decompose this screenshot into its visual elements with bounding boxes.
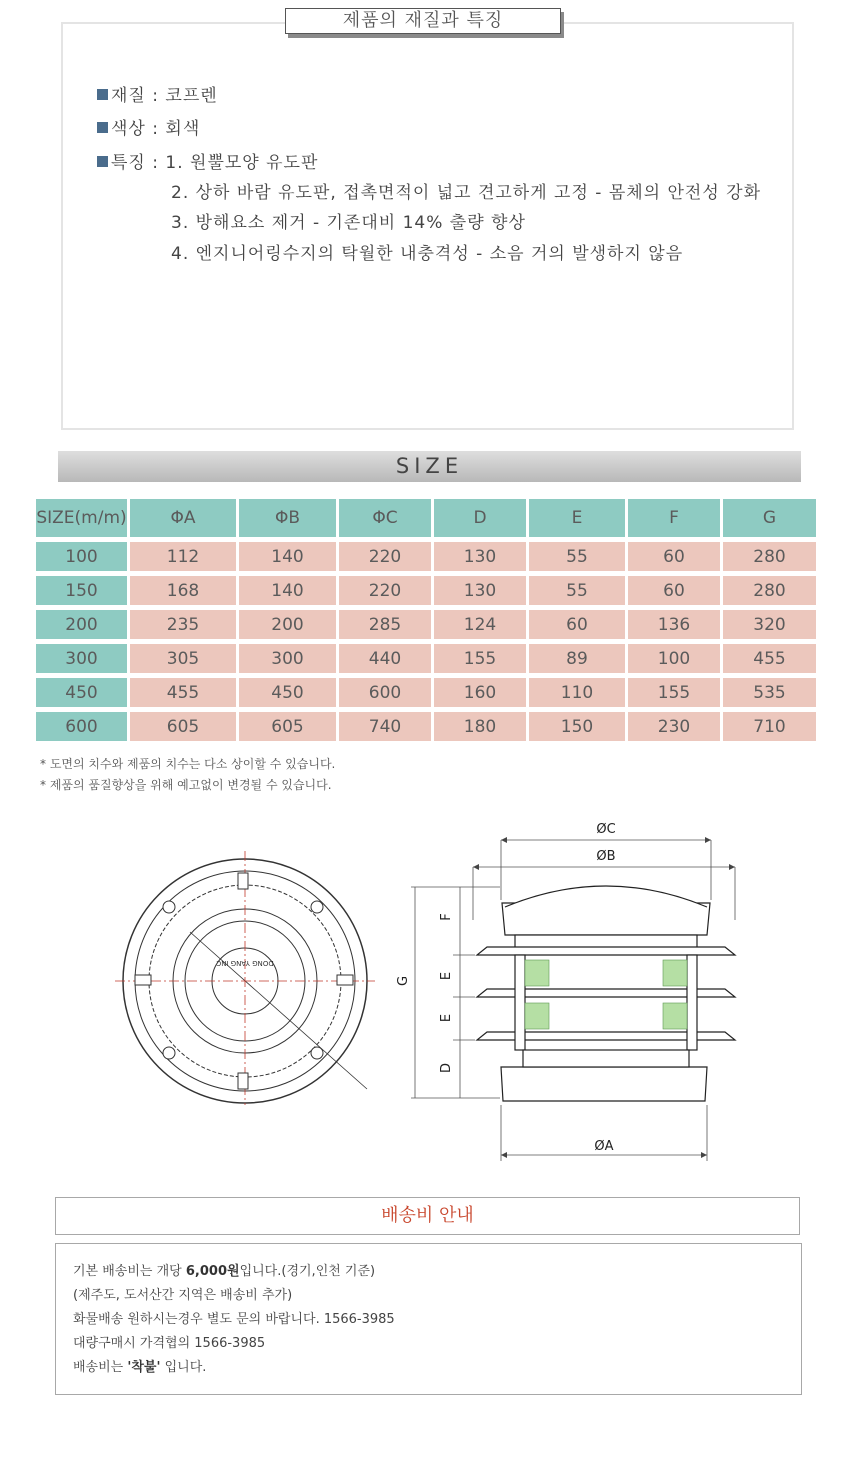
dim-g-label: G [396, 975, 411, 987]
color-separator: : [152, 119, 159, 139]
dimension-cell: 710 [723, 712, 816, 741]
header-size: SIZE(m/m) [36, 499, 127, 537]
dim-c-label: ØC [596, 822, 616, 837]
color-value: 회색 [165, 119, 201, 139]
bullet-square-icon [97, 156, 108, 167]
size-cell: 450 [36, 678, 127, 707]
dimension-cell: 600 [339, 678, 431, 707]
header-phi-c: ΦC [339, 499, 431, 537]
leader-line [190, 932, 367, 1089]
material-row [97, 81, 218, 106]
size-cell: 600 [36, 712, 127, 741]
cap-brim [502, 903, 710, 935]
table-header-row [36, 499, 816, 537]
shipping-line-1-post: 입니다.(경기,인천 기준) [239, 1264, 376, 1279]
dome-cap [505, 886, 707, 907]
header-e: E [529, 499, 625, 537]
base-cylinder [501, 1067, 707, 1101]
dimension-cell: 140 [239, 542, 336, 571]
dimension-cell: 220 [339, 576, 431, 605]
dim-b-label: ØB [596, 849, 616, 864]
size-table [33, 494, 819, 746]
dimension-cell: 230 [628, 712, 720, 741]
dimension-cell: 140 [239, 576, 336, 605]
bolt-icon [163, 901, 175, 913]
blade-1 [477, 947, 735, 955]
shipping-line-5-post: 입니다. [160, 1360, 207, 1375]
dim-e2-label: E [439, 1013, 454, 1023]
dimension-cell: 305 [130, 644, 236, 673]
bolt-icon [163, 1047, 175, 1059]
top-view-drawing [110, 805, 390, 1105]
material-separator: : [152, 86, 159, 106]
size-cell: 150 [36, 576, 127, 605]
top-view-label: DONG YANG INC [216, 959, 274, 967]
dimension-cell: 280 [723, 576, 816, 605]
note-2: * 제품의 품질향상을 위해 예고없이 변경될 수 있습니다. [40, 778, 332, 792]
dimension-cell: 740 [339, 712, 431, 741]
material-value: 코프렌 [165, 86, 218, 106]
dimension-cell: 320 [723, 610, 816, 639]
feature-item-2: 2. 상하 바람 유도판, 접촉면적이 넓고 견고하게 고정 - 몸체의 안전성 강화 [171, 183, 762, 203]
dimension-cell: 440 [339, 644, 431, 673]
bolt-icon [311, 1047, 323, 1059]
dimension-cell: 280 [723, 542, 816, 571]
dimension-cell: 136 [628, 610, 720, 639]
header-phi-a: ΦA [130, 499, 236, 537]
table-row [36, 678, 816, 707]
header-phi-b: ΦB [239, 499, 336, 537]
dimension-cell: 110 [529, 678, 625, 707]
bolt-icon [311, 901, 323, 913]
table-row [36, 644, 816, 673]
mount-tab-left [135, 975, 151, 985]
bullet-square-icon [97, 89, 108, 100]
table-row [36, 610, 816, 639]
mesh-right-lower [663, 1003, 687, 1029]
base-neck [523, 1050, 689, 1067]
dimension-cell: 60 [529, 610, 625, 639]
shipping-line-5-pre: 배송비는 [73, 1360, 128, 1375]
dimension-cell: 455 [130, 678, 236, 707]
dimension-cell: 60 [628, 576, 720, 605]
dimension-cell: 155 [628, 678, 720, 707]
header-d: D [434, 499, 526, 537]
post-left [515, 955, 525, 1050]
dim-d-label: D [439, 1062, 454, 1074]
table-row [36, 712, 816, 741]
table-row [36, 576, 816, 605]
mesh-right-upper [663, 960, 687, 986]
size-cell: 200 [36, 610, 127, 639]
shipping-title: 배송비 안내 [55, 1197, 800, 1235]
dimension-cell: 605 [239, 712, 336, 741]
header-g: G [723, 499, 816, 537]
dimension-cell: 60 [628, 542, 720, 571]
bullet-square-icon [97, 122, 108, 133]
shipping-line-2: (제주도, 도서산간 지역은 배송비 추가) [73, 1288, 293, 1303]
header-f: F [628, 499, 720, 537]
dimension-cell: 450 [239, 678, 336, 707]
feature-item-4: 4. 엔지니어링수지의 탁월한 내충격성 - 소음 거의 발생하지 않음 [171, 244, 684, 264]
mount-tab-right [337, 975, 353, 985]
post-right [687, 955, 697, 1050]
dimension-cell: 220 [339, 542, 431, 571]
feature-row [97, 148, 318, 173]
feature-item-3: 3. 방해요소 제거 - 기존대비 14% 출량 향상 [171, 213, 526, 233]
dimension-cell: 160 [434, 678, 526, 707]
dimension-cell: 150 [529, 712, 625, 741]
dim-e1-label: E [439, 971, 454, 981]
dimension-cell: 168 [130, 576, 236, 605]
size-cell: 300 [36, 644, 127, 673]
mount-tab-top [238, 873, 248, 889]
dimension-cell: 130 [434, 576, 526, 605]
dimension-cell: 180 [434, 712, 526, 741]
shipping-line-1-pre: 기본 배송비는 개당 [73, 1264, 186, 1279]
mesh-left-lower [525, 1003, 549, 1029]
dimension-cell: 285 [339, 610, 431, 639]
side-view-drawing [395, 805, 765, 1165]
dimension-cell: 300 [239, 644, 336, 673]
feature-label: 특징 [111, 153, 146, 173]
shipping-line-4: 대량구매시 가격협의 1566-3985 [73, 1336, 266, 1351]
size-cell: 100 [36, 542, 127, 571]
shipping-cod: '착불' [127, 1360, 161, 1375]
shipping-fee: 6,000원 [185, 1264, 240, 1279]
dimension-cell: 55 [529, 542, 625, 571]
dimension-cell: 100 [628, 644, 720, 673]
dimension-cell: 535 [723, 678, 816, 707]
dimension-cell: 124 [434, 610, 526, 639]
shipping-info-box [55, 1243, 802, 1395]
color-row [97, 114, 200, 139]
dimension-cell: 89 [529, 644, 625, 673]
dimension-cell: 55 [529, 576, 625, 605]
size-bar: SIZE [58, 451, 801, 482]
shipping-line-1 [73, 1262, 801, 1286]
feature-item-1: 1. 원뿔모양 유도판 [165, 153, 319, 173]
mount-tab-bottom [238, 1073, 248, 1089]
dimension-cell: 155 [434, 644, 526, 673]
dimension-cell: 112 [130, 542, 236, 571]
material-label: 재질 [111, 86, 146, 106]
note-1: * 도면의 치수와 제품의 치수는 다소 상이할 수 있습니다. [40, 757, 336, 771]
dimension-cell: 605 [130, 712, 236, 741]
dimension-cell: 455 [723, 644, 816, 673]
feature-separator: : [152, 153, 159, 173]
shipping-line-5 [73, 1358, 801, 1382]
features-title: 제품의 재질과 특징 [285, 8, 561, 34]
table-row [36, 542, 816, 571]
dimension-cell: 200 [239, 610, 336, 639]
dim-f-label: F [439, 913, 454, 921]
dim-a-label: ØA [594, 1139, 614, 1154]
color-label: 색상 [111, 119, 146, 139]
dimension-cell: 235 [130, 610, 236, 639]
mesh-left-upper [525, 960, 549, 986]
dimension-cell: 130 [434, 542, 526, 571]
shipping-line-3: 화물배송 원하시는경우 별도 문의 바랍니다. 1566-3985 [73, 1312, 395, 1327]
